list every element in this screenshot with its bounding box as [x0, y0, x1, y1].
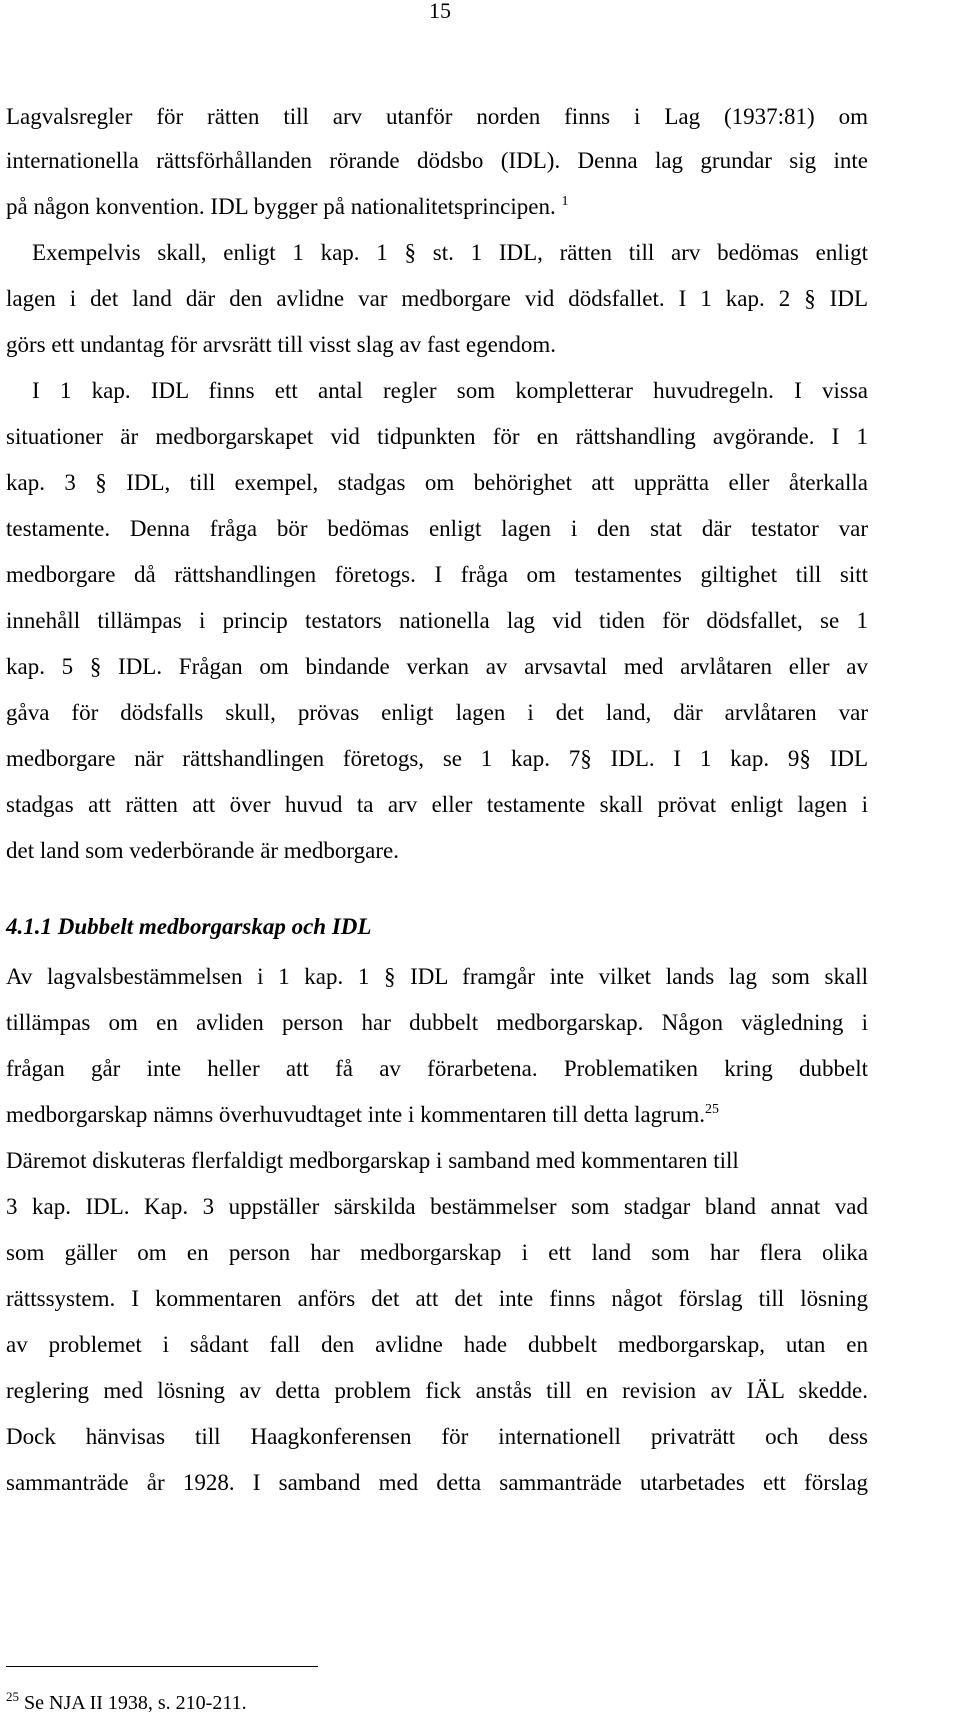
text-line: medborgare när rättshandlingen företogs, se 1 kap. 7§ IDL. I 1 kap. 9§ IDL: [6, 746, 868, 771]
text-line: testamente. Denna fråga bör bedömas enligt lagen i den stat där testator var: [6, 516, 868, 541]
text-line: Däremot diskuteras flerfaldigt medborgarskap i samband med kommentaren till: [6, 1148, 739, 1173]
text-line: på någon konvention. IDL bygger på nationalitetsprincipen. $^1$: [6, 194, 569, 219]
text-line: rättssystem. I kommentaren anförs det att det inte finns något förslag till lösning: [6, 1286, 868, 1311]
text-line: medborgare då rättshandlingen företogs. I fråga om testamentes giltighet till sitt: [6, 562, 868, 587]
text-line: tillämpas om en avliden person har dubbelt medborgarskap. Någon vägledning i: [6, 1010, 868, 1035]
section-heading: 4.1.1 Dubbelt medborgarskap och IDL: [6, 914, 372, 939]
footnote-ref: 25: [704, 1102, 719, 1117]
text-line: medborgarskap nämns överhuvudtaget inte i kommentaren till detta lagrum.$^{25}$: [6, 1102, 719, 1127]
text-line: innehåll tillämpas i princip testators nationella lag vid tiden för dödsfallet, se 1: [6, 608, 868, 633]
text-line: görs ett undantag för arvsrätt till visst slag av fast egendom.: [6, 332, 556, 357]
footnote-text: Se NJA II 1938, s. 210-211.: [24, 1692, 247, 1714]
text-line: situationer är medborgarskapet vid tidpunkten för en rättshandling avgörande. I 1: [6, 424, 868, 449]
text-line: 3 kap. IDL. Kap. 3 uppställer särskilda bestämmelser som stadgar bland annat vad: [6, 1194, 868, 1219]
text-line: kap. 5 § IDL. Frågan om bindande verkan av arvsavtal med arvlåtaren eller av: [6, 654, 868, 679]
text-line: Dock hänvisas till Haagkonferensen för internationell privaträtt och dess: [6, 1424, 868, 1449]
text-line: frågan går inte heller att få av förarbetena. Problematiken kring dubbelt: [6, 1056, 868, 1081]
footnote-divider: [6, 1666, 318, 1667]
footnote-ref: 1: [561, 194, 569, 209]
text-line: sammanträde år 1928. I samband med detta sammanträde utarbetades ett förslag: [6, 1470, 868, 1495]
text-line: Exempelvis skall, enligt 1 kap. 1 § st. 1 IDL, rätten till arv bedömas enligt: [32, 240, 868, 265]
text-line: kap. 3 § IDL, till exempel, stadgas om behörighet att upprätta eller återkalla: [6, 470, 868, 495]
text-line: Av lagvalsbestämmelsen i 1 kap. 1 § IDL framgår inte vilket lands lag som skall: [6, 964, 868, 989]
footnote: [6, 1690, 247, 1716]
text-line: det land som vederbörande är medborgare.: [6, 838, 399, 863]
text-line: Lagvalsregler för rätten till arv utanför norden finns i Lag (1937:81) om: [6, 104, 868, 129]
text-line: reglering med lösning av detta problem fick anstås till en revision av IÄL skedde.: [6, 1378, 868, 1403]
text-line: lagen i det land där den avlidne var medborgare vid dödsfallet. I 1 kap. 2 § IDL: [6, 286, 868, 311]
text-line: internationella rättsförhållanden rörande dödsbo (IDL). Denna lag grundar sig inte: [6, 148, 868, 173]
text-line: stadgas att rätten att över huvud ta arv eller testamente skall prövat enligt lagen i: [6, 792, 868, 817]
text-line: som gäller om en person har medborgarskap i ett land som har flera olika: [6, 1240, 868, 1265]
text-line: I 1 kap. IDL finns ett antal regler som kompletterar huvudregeln. I vissa: [32, 378, 868, 403]
text-line: av problemet i sådant fall den avlidne hade dubbelt medborgarskap, utan en: [6, 1332, 868, 1357]
page-number: 15: [429, 0, 451, 23]
text-line: gåva för dödsfalls skull, prövas enligt lagen i det land, där arvlåtaren var: [6, 700, 868, 725]
footnote-number: 25: [6, 1689, 19, 1704]
